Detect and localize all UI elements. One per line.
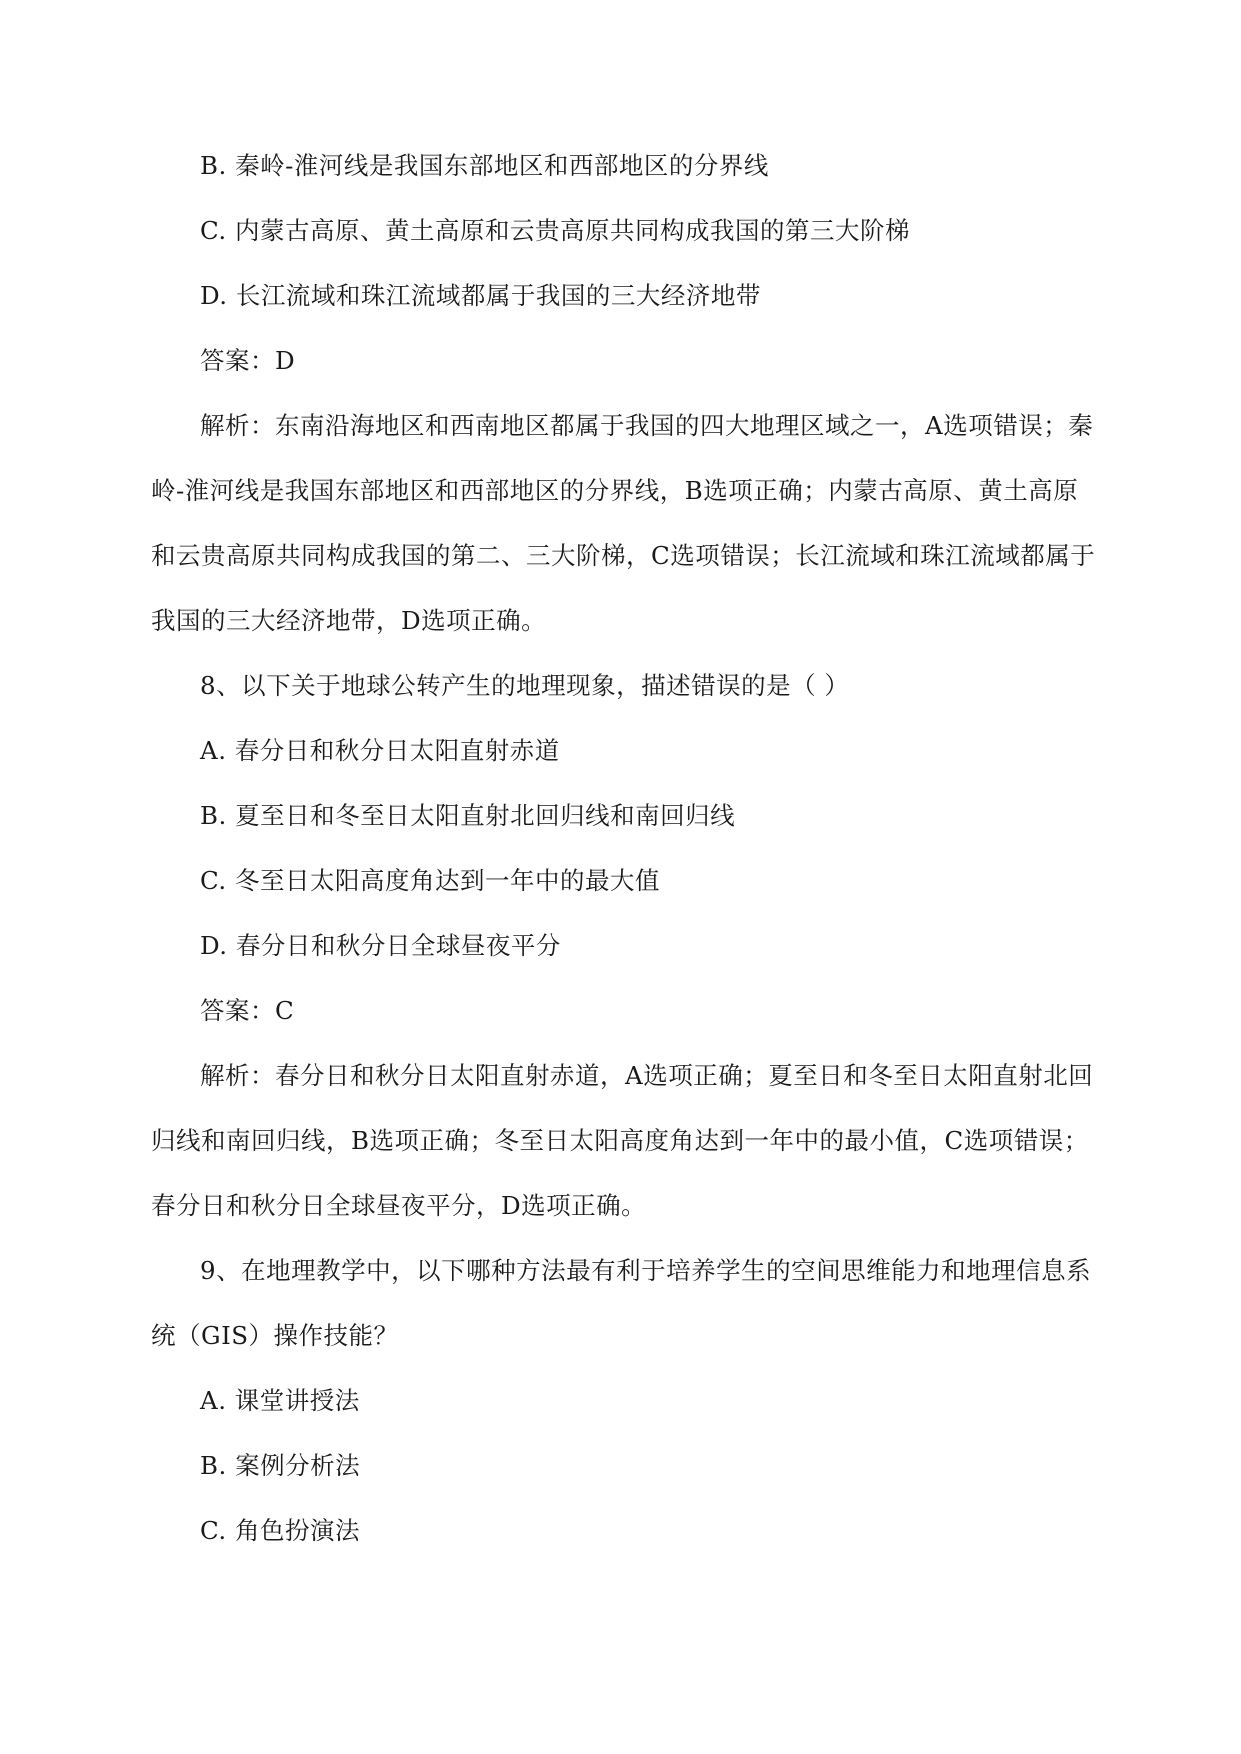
explanation-q7-line-4: 我国的三大经济地带，D选项正确。 xyxy=(151,606,547,635)
option-c-q9: C. 角色扮演法 xyxy=(200,1516,360,1545)
answer-q7: 答案：D xyxy=(200,346,296,375)
option-c-q7: C. 内蒙古高原、黄土高原和云贵高原共同构成我国的第三大阶梯 xyxy=(200,216,910,245)
explanation-q8-line-1: 解析：春分日和秋分日太阳直射赤道，A选项正确；夏至日和冬至日太阳直射北回 xyxy=(200,1061,1094,1090)
explanation-q7-line-1: 解析：东南沿海地区和西南地区都属于我国的四大地理区域之一，A选项错误；秦 xyxy=(200,411,1094,440)
option-c-q8: C. 冬至日太阳高度角达到一年中的最大值 xyxy=(200,866,660,895)
question-8: 8、以下关于地球公转产生的地理现象，描述错误的是（ ） xyxy=(200,671,850,700)
explanation-q8-line-2: 归线和南回归线，B选项正确；冬至日太阳高度角达到一年中的最小值，C选项错误； xyxy=(151,1126,1089,1155)
option-d-q8: D. 春分日和秋分日全球昼夜平分 xyxy=(200,931,561,960)
explanation-q7-line-2: 岭-淮河线是我国东部地区和西部地区的分界线，B选项正确；内蒙古高原、黄土高原 xyxy=(151,476,1079,505)
explanation-q7-line-3: 和云贵高原共同构成我国的第二、三大阶梯，C选项错误；长江流域和珠江流域都属于 xyxy=(151,541,1096,570)
option-b-q8: B. 夏至日和冬至日太阳直射北回归线和南回归线 xyxy=(200,801,736,830)
option-a-q8: A. 春分日和秋分日太阳直射赤道 xyxy=(200,736,560,765)
answer-q8: 答案：C xyxy=(200,996,295,1025)
option-b-q7: B. 秦岭-淮河线是我国东部地区和西部地区的分界线 xyxy=(200,151,769,180)
option-d-q7: D. 长江流域和珠江流域都属于我国的三大经济地带 xyxy=(200,281,761,310)
explanation-q8-line-3: 春分日和秋分日全球昼夜平分，D选项正确。 xyxy=(151,1191,647,1220)
question-9-line-1: 9、在地理教学中，以下哪种方法最有利于培养学生的空间思维能力和地理信息系 xyxy=(200,1256,1092,1285)
option-a-q9: A. 课堂讲授法 xyxy=(200,1386,360,1415)
option-b-q9: B. 案例分析法 xyxy=(200,1451,361,1480)
question-9-line-2: 统（GIS）操作技能？ xyxy=(151,1321,399,1350)
